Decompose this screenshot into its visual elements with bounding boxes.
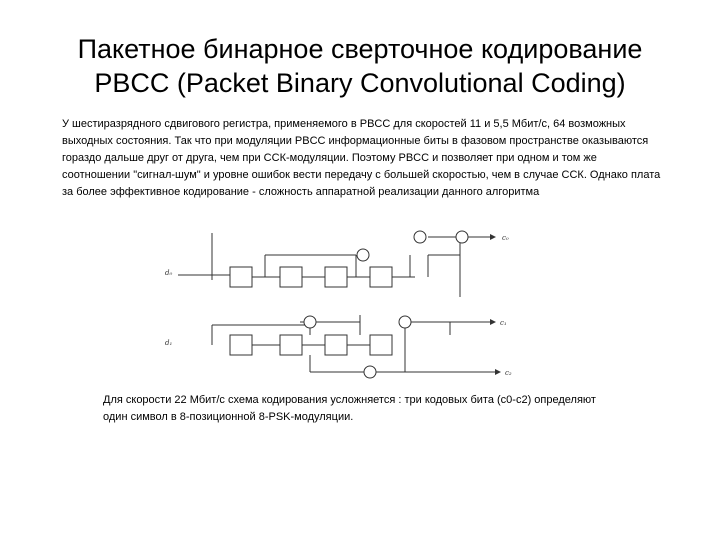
arrow-head: [490, 234, 496, 240]
adder-circle: [357, 249, 369, 261]
title-line-1: Пакетное бинарное сверточное кодирование: [77, 34, 643, 64]
intro-paragraph: У шестиразрядного сдвигового регистра, применяемого в PBCC для скоростей 11 и 5,5 Мбит/с, 64 возможных выходных состояния. Так что при модуляции PBCC информационные биты в фазовом пространстве оказываются гораздо дальше друг от друга, чем при ССК-модуляции. Поэтому PBCC и позволяет при одном и том же соотношении "сигнал-шум" и уровне ошибок вести передачу с большей скоростью, чем в случае ССК. Однако плата за более эффективное кодирование - сложность аппаратной реализации данного алгоритма: [62, 118, 661, 198]
input-label-d1: d₁: [165, 339, 173, 347]
adder-circle: [364, 366, 376, 378]
slide-title: [40, 32, 680, 100]
arrow-head: [495, 369, 501, 375]
adder-circle: [456, 231, 468, 243]
input-label-d0: d₀: [165, 269, 173, 277]
register-cell: [280, 335, 302, 355]
register-cell: [370, 335, 392, 355]
register-cell: [325, 335, 347, 355]
adder-circle: [399, 316, 411, 328]
output-label-c1: c₁: [500, 319, 507, 327]
register-cell: [280, 267, 302, 287]
rate-22-paragraph: Для скорости 22 Мбит/с схема кодирования усложняется : три кодовых бита (c0-c2) определяют один символ в 8-позиционной 8-PSK-модуляции.: [103, 394, 596, 423]
register-cell: [230, 335, 252, 355]
output-label-c2: c₂: [505, 369, 512, 377]
title-line-2: PBCC (Packet Binary Convolutional Coding): [94, 68, 626, 98]
output-label-c0: c₀: [502, 234, 509, 242]
encoder-diagram: [150, 225, 530, 385]
adder-circle: [304, 316, 316, 328]
arrow-head: [490, 319, 496, 325]
register-cell: [230, 267, 252, 287]
adder-circle: [414, 231, 426, 243]
register-cell: [370, 267, 392, 287]
register-cell: [325, 267, 347, 287]
